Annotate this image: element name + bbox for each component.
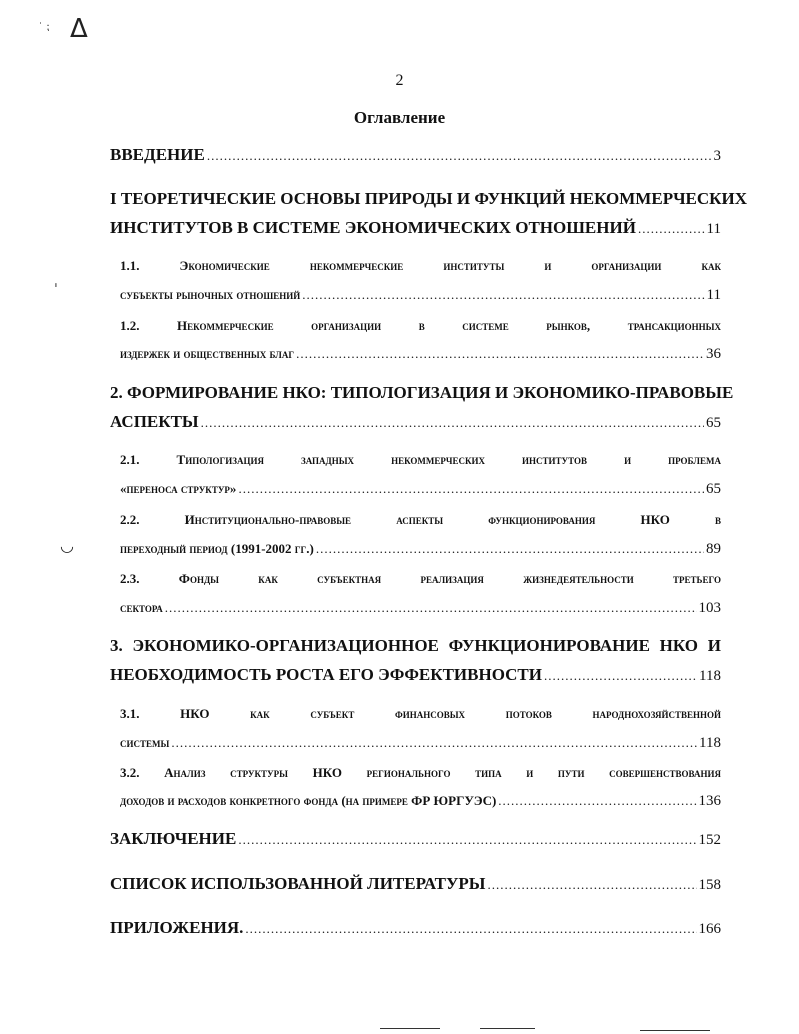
toc-section-2-1-line-1[interactable]: 2.1. Типологизация западных некоммерческих институтов и проблема: [120, 452, 721, 467]
toc-section-1-1-line-1[interactable]: 1.1. Экономические некоммерческие институты и организации как: [120, 258, 721, 273]
toc-section-2-2-line-2[interactable]: [120, 538, 721, 560]
leader-dots: [498, 790, 696, 812]
toc-chapter-1-line-1[interactable]: I ТЕОРЕТИЧЕСКИЕ ОСНОВЫ ПРИРОДЫ И ФУНКЦИЙ НЕКОММЕРЧЕСКИХ: [110, 189, 747, 208]
toc-page-number: 158: [698, 877, 721, 893]
toc-section-3-1-line-2[interactable]: [120, 732, 721, 754]
leader-dots: [165, 597, 697, 619]
leader-dots: [488, 874, 697, 896]
toc-section-1-2-line-2[interactable]: [120, 343, 721, 365]
toc-entry-label: СПИСОК ИСПОЛЬЗОВАННОЙ ЛИТЕРАТУРЫ: [110, 874, 486, 893]
scan-speck: ˙ ⁏: [38, 22, 50, 33]
leader-dots: [245, 918, 696, 940]
toc-section-2-1-line-2[interactable]: [120, 478, 721, 500]
toc-entry-label: сектора: [120, 600, 163, 615]
toc-page-number: 11: [706, 287, 721, 303]
scan-blot: ◡: [60, 536, 74, 555]
toc-entry-label: субъекты рыночных отношений: [120, 287, 301, 302]
toc-page-number: 36: [706, 346, 721, 362]
toc-entry-label: ПРИЛОЖЕНИЯ.: [110, 918, 244, 937]
leader-dots: [238, 829, 696, 851]
toc-page-number: 152: [698, 832, 721, 848]
toc-entry-label: НЕОБХОДИМОСТЬ РОСТА ЕГО ЭФФЕКТИВНОСТИ: [110, 665, 542, 684]
toc-page-number: 65: [706, 415, 721, 431]
leader-dots: [302, 284, 704, 306]
toc-entry-label: ЗАКЛЮЧЕНИЕ: [110, 829, 237, 848]
toc-entry-label: переходный период (1991-2002 гг.): [120, 541, 314, 556]
toc-section-2-2-line-1[interactable]: 2.2. Институционально-правовые аспекты функционирования НКО в: [120, 512, 721, 527]
leader-dots: [171, 732, 697, 754]
toc-entry-appendix[interactable]: [110, 917, 721, 939]
handwritten-corner-mark: Δ: [70, 14, 88, 44]
page-number: 2: [395, 72, 404, 89]
toc-entry-references[interactable]: [110, 873, 721, 895]
page-title: Оглавление: [353, 108, 446, 127]
toc-page-number: 103: [698, 600, 721, 616]
toc-section-3-1-line-1[interactable]: 3.1. НКО как субъект финансовых потоков народнохозяйственной: [120, 706, 721, 721]
toc-section-1-1-line-2[interactable]: [120, 284, 721, 306]
toc-entry-label: ВВЕДЕНИЕ: [110, 145, 205, 164]
toc-entry-label: системы: [120, 735, 170, 750]
toc-page-number: 65: [706, 481, 721, 497]
toc-chapter-3-line-1[interactable]: 3. ЭКОНОМИКО-ОРГАНИЗАЦИОННОЕ ФУНКЦИОНИРОВАНИЕ НКО И: [110, 636, 721, 655]
toc-page-number: 11: [706, 221, 721, 237]
leader-dots: [296, 343, 704, 365]
toc-page-number: 89: [706, 541, 721, 557]
toc-page-number: 136: [698, 793, 721, 809]
scan-line: [640, 1030, 710, 1031]
leader-dots: [544, 665, 697, 687]
toc-page-number: 118: [699, 735, 721, 751]
toc-entry-label: ИНСТИТУТОВ В СИСТЕМЕ ЭКОНОМИЧЕСКИХ ОТНОШЕНИЙ: [110, 218, 636, 237]
toc-chapter-2-line-1[interactable]: 2. ФОРМИРОВАНИЕ НКО: ТИПОЛОГИЗАЦИЯ И ЭКОНОМИКО-ПРАВОВЫЕ: [110, 383, 734, 402]
toc-entry-label: АСПЕКТЫ: [110, 412, 199, 431]
toc-entry-introduction[interactable]: [110, 144, 721, 166]
toc-chapter-1-line-2[interactable]: [110, 217, 721, 239]
scan-line: [480, 1028, 535, 1029]
toc-section-2-3-line-1[interactable]: 2.3. Фонды как субъектная реализация жизнедеятельности третьего: [120, 571, 721, 586]
toc-entry-label: издержек и общественных благ: [120, 346, 295, 361]
leader-dots: [207, 145, 712, 167]
toc-page-number: 3: [713, 148, 721, 164]
leader-dots: [238, 478, 704, 500]
toc-page-number: 118: [699, 668, 721, 684]
toc-entry-label: «переноса структур»: [120, 481, 237, 496]
toc-chapter-2-line-2[interactable]: [110, 411, 721, 433]
toc-chapter-3-line-2[interactable]: [110, 664, 721, 686]
scan-speck: ˈ: [54, 282, 58, 298]
toc-page-number: 166: [698, 921, 721, 937]
scan-line: [380, 1028, 440, 1029]
toc-entry-conclusion[interactable]: [110, 828, 721, 850]
toc-section-2-3-line-2[interactable]: [120, 597, 721, 619]
toc-section-3-2-line-2[interactable]: [120, 790, 721, 812]
toc-entry-label: доходов и расходов конкретного фонда (на примере ФР ЮРГУЭС): [120, 793, 497, 808]
leader-dots: [638, 218, 705, 240]
leader-dots: [201, 412, 704, 434]
toc-section-3-2-line-1[interactable]: 3.2. Анализ структуры НКО регионального типа и пути совершенствования: [120, 765, 721, 780]
leader-dots: [316, 538, 704, 560]
toc-section-1-2-line-1[interactable]: 1.2. Некоммерческие организации в системе рынков, трансакционных: [120, 318, 721, 333]
